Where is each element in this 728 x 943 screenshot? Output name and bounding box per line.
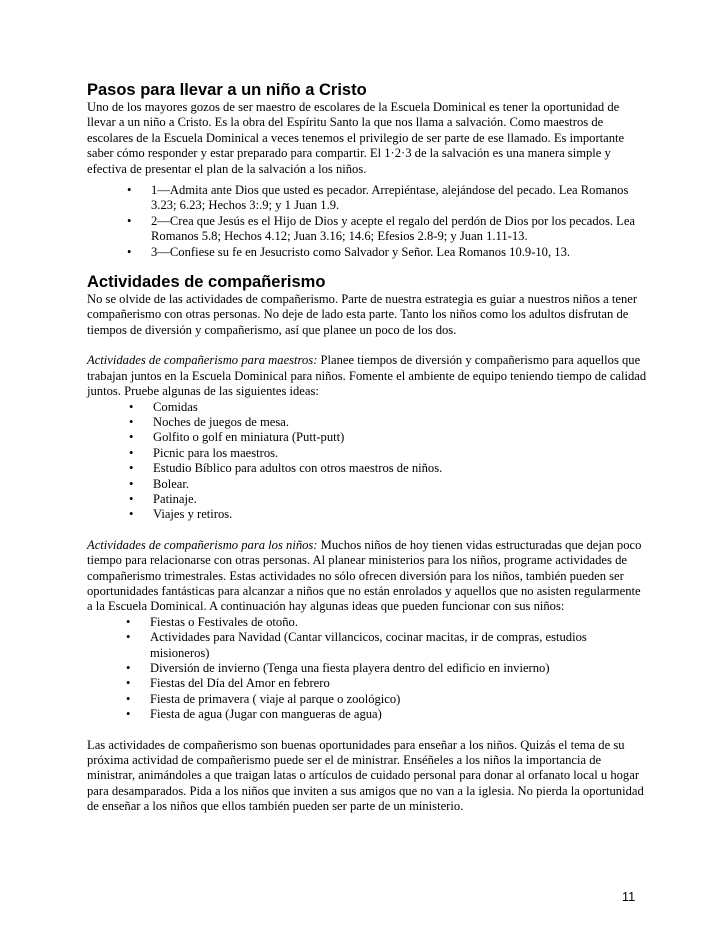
- bullet-icon: •: [126, 630, 131, 645]
- bullet-icon: •: [129, 461, 134, 476]
- bullet-icon: •: [127, 183, 132, 198]
- idea-text: Fiestas o Festivales de otoño.: [150, 614, 298, 629]
- kids-paragraph: [87, 538, 647, 615]
- list-item: [87, 214, 647, 245]
- bullet-icon: •: [129, 399, 134, 414]
- section-title-salvation: Pasos para llevar a un niño a Cristo: [87, 81, 367, 99]
- document-page: [87, 80, 647, 815]
- idea-text: Fiesta de primavera ( viaje al parque o zoológico): [150, 691, 401, 706]
- idea-text: Patinaje.: [153, 491, 197, 506]
- idea-text: Noches de juegos de mesa.: [153, 414, 290, 429]
- idea-text: Bolear.: [153, 476, 190, 491]
- list-item: [87, 183, 647, 214]
- list-item: [87, 676, 647, 691]
- step-text: 2—Crea que Jesús es el Hijo de Dios y acepte el regalo del perdón de Dios por los pecados. Lea Romanos 5.8; Hechos 4.12; Juan 3.16; 14.6; Efesios 2.8-9; y Juan 1.11-13.: [151, 213, 636, 244]
- idea-text: Diversión de invierno (Tenga una fiesta playera dentro del edificio en invierno): [150, 661, 550, 675]
- bullet-icon: •: [126, 691, 131, 706]
- bullet-icon: •: [126, 707, 131, 722]
- list-item: [87, 430, 647, 445]
- idea-text: Actividades para Navidad (Cantar villancicos, cocinar macitas, ir de compras, estudios misioneros): [150, 630, 587, 660]
- idea-text: Picnic para los maestros.: [153, 445, 279, 460]
- page-number: 11: [622, 890, 636, 904]
- closing-paragraph: Las actividades de compañerismo son buenas oportunidades para enseñar a los niños. Quizás el tema de su próxima actividad de compañerismo puede ser el de ministrar. Enséñeles a los niños la importancia de ministrar, animándoles a que traigan latas o artículos de cuidado personal para donar al orfanato local u hogar para desamparados. Pida a los niños que inviten a sus amigos que no van a la iglesia. No pierda la oportunidad de enseñar a los niños que ellos también pueden ser parte de un ministerio.: [87, 737, 644, 814]
- list-item: [87, 400, 647, 415]
- bullet-icon: •: [129, 476, 134, 491]
- bullet-icon: •: [127, 244, 132, 259]
- bullet-icon: •: [126, 661, 131, 675]
- bullet-icon: •: [126, 676, 131, 691]
- bullet-icon: •: [126, 614, 131, 629]
- fellowship-intro-paragraph: No se olvide de las actividades de compañerismo. Parte de nuestra estrategia es guiar a nuestros niños a tener compañerismo con otras personas. No deje de lado esta parte. Tanto los niños como los adultos disfrutan de tiempos de diversión y compañerismo, así que planee un poco de los dos.: [87, 292, 638, 337]
- list-item: [87, 446, 647, 461]
- idea-text: Fiesta de agua (Jugar con mangueras de agua): [150, 707, 382, 722]
- section-title-fellowship: Actividades de compañerismo: [87, 273, 326, 292]
- idea-text: Comidas: [153, 399, 198, 414]
- bullet-icon: •: [127, 213, 132, 228]
- list-item: [87, 461, 647, 476]
- teacher-ideas-list: [87, 400, 647, 523]
- list-item: [87, 692, 647, 707]
- list-item: [87, 477, 647, 492]
- idea-text: Viajes y retiros.: [153, 507, 233, 522]
- step-text: 1—Admita ante Dios que usted es pecador. Arrepiéntase, alejándose del pecado. Lea Romanos 3.23; 6.23; Hechos 3:.9; y 1 Juan 1.9.: [151, 183, 629, 213]
- idea-text: Estudio Bíblico para adultos con otros maestros de niños.: [153, 461, 443, 476]
- bullet-icon: •: [129, 430, 134, 445]
- list-item: [87, 661, 647, 676]
- list-item: [87, 245, 647, 260]
- teachers-lead: Actividades de compañerismo para maestros:: [87, 353, 318, 368]
- bullet-icon: •: [129, 414, 134, 429]
- salvation-steps-list: [87, 183, 647, 260]
- teachers-text: Planee tiempos de diversión y compañerismo para aquellos que trabajan juntos en la Escuela Dominical para niños. Fomente el ambiente de equipo teniendo tiempo de calidad juntos. Pruebe algunas de las siguientes ideas:: [87, 353, 647, 399]
- kids-text: Muchos niños de hoy tienen vidas estructuradas que dejan poco tiempo para relacionarse con otras personas. Al planear ministerios para los niños, programe actividades de compañerismo trimestrales. Estas actividades no sólo ofrecen diversión para los niños, también pueden ser oportunidades fantásticas para alcanzar a niños que no están enrolados y aquellos que no asisten regularmente a la Escuela Dominical. A continuación hay algunas ideas que pueden funcionar con sus niños:: [87, 537, 642, 614]
- list-item: [87, 707, 647, 722]
- kids-lead: Actividades de compañerismo para los niños:: [87, 537, 318, 552]
- list-item: [87, 507, 647, 522]
- bullet-icon: •: [129, 491, 134, 506]
- list-item: [87, 492, 647, 507]
- kid-ideas-list: [87, 615, 647, 723]
- idea-text: Golfito o golf en miniatura (Putt-putt): [153, 430, 345, 445]
- salvation-intro-paragraph: Uno de los mayores gozos de ser maestro de escolares de la Escuela Dominical es tener la oportunidad de llevar a un niño a Cristo. Es la obra del Espíritu Santo la que nos llama a salvación. Como maestros de escolares de la Escuela Dominical a veces tenemos el privilegio de ser parte de ese llamado. Es importante saber cómo responder y estar preparado para compartir. El 1·2·3 de la salvación es una manera simple y efectiva de presentar el plan de la salvación a los niños.: [87, 100, 625, 176]
- list-item: [87, 415, 647, 430]
- teachers-paragraph: [87, 353, 647, 399]
- bullet-icon: •: [129, 507, 134, 522]
- bullet-icon: •: [129, 445, 134, 460]
- step-text: 3—Confiese su fe en Jesucristo como Salvador y Señor. Lea Romanos 10.9-10, 13.: [151, 244, 571, 259]
- list-item: [87, 630, 647, 661]
- idea-text: Fiestas del Día del Amor en febrero: [150, 676, 330, 691]
- list-item: [87, 615, 647, 630]
